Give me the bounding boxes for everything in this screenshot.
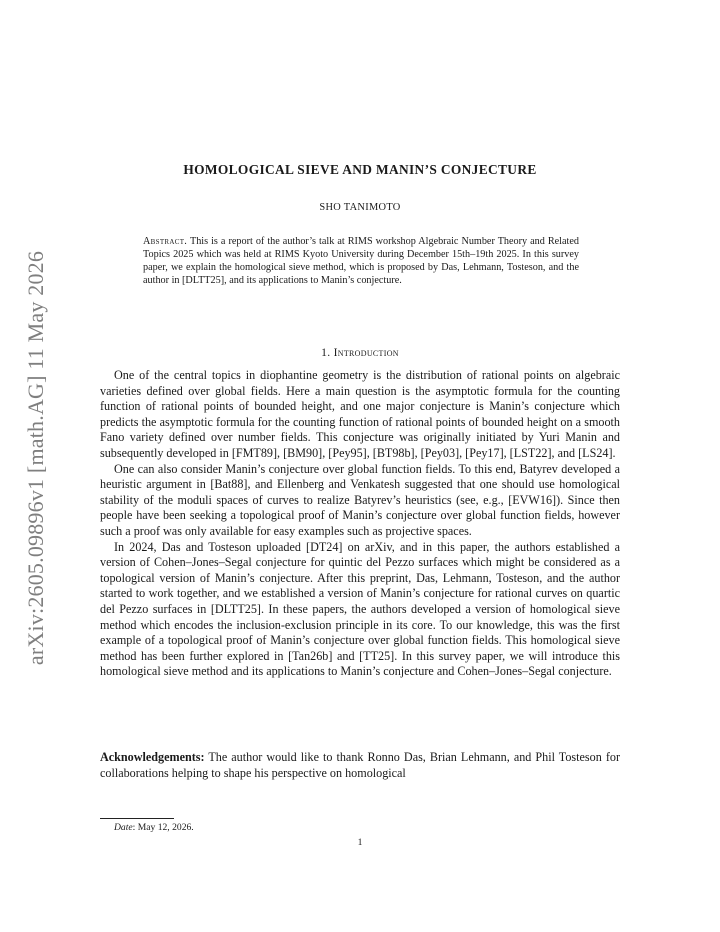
section-heading xyxy=(100,346,620,359)
acknowledgements xyxy=(100,750,620,781)
section-body xyxy=(100,368,620,680)
footnote-rule xyxy=(100,818,174,819)
footnote-text: : May 12, 2026. xyxy=(132,822,194,833)
paragraph: One of the central topics in diophantine geometry is the distribution of rational points on algebraic varieties defined over global fields. Here a main question is the asymptotic formula for the counting function of rational points of bounded height, and one major conjecture is Manin’s conjecture which predicts the asymptotic formula for the counting function of rational points of bounded height on a smooth Fano variety defined over number fields. This conjecture was originally initiated by Yuri Manin and subsequently developed in [FMT89], [BM90], [Pey95], [BT98b], [Pey03], [Pey17], [LST22], and [LS24]. xyxy=(100,368,620,460)
paragraph: One can also consider Manin’s conjecture over global function fields. To this end, Batyrev developed a heuristic argument in [Bat88], and Ellenberg and Venkatesh suggested that one should use homological stability of the moduli spaces of curves to realize Batyrev’s heuristics (see, e.g., [EVW16]). Since then people have been seeking a topological proof of Manin’s conjecture over global function fields, however such a proof was only available for easy examples such as projective spaces. xyxy=(100,461,620,538)
footnote-label: Date xyxy=(114,822,133,833)
abstract-text: This is a report of the author’s talk at RIMS workshop Algebraic Number Theory and Related Topics 2025 which was held at RIMS Kyoto University during December 15th–19th 2025. In this survey paper, we explain the homological sieve method, which is proposed by Das, Lehmann, Tosteson, and the author in [DLTT25], and its applications to Manin’s conjecture. xyxy=(143,236,579,287)
section-number: 1. xyxy=(321,346,331,359)
paper-page xyxy=(100,0,620,932)
footnote-date xyxy=(114,822,194,833)
paragraph: In 2024, Das and Tosteson uploaded [DT24] on arXiv, and in this paper, the authors established a version of Cohen–Jones–Segal conjecture for quintic del Pezzo surfaces which might be considered as a topological version of Manin’s conjecture. After this preprint, Das, Lehmann, Tosteson, and the author started to work together, and we established a version of Manin’s conjecture for rational curves on quartic del Pezzo surfaces in [DLTT25]. In these papers, the authors developed a version of homological sieve method which encodes the inclusion-exclusion principle in its core. To our knowledge, this was the first example of a topological proof of Manin’s conjecture over global function fields. This homological sieve method has been further explored in [Tan26b] and [TT25]. In this survey paper, we will introduce this homological sieve method and its applications to Manin’s conjecture and Cohen–Jones–Segal conjecture. xyxy=(100,539,620,679)
abstract-label: Abstract. xyxy=(143,236,188,247)
acknowledgements-text: The author would like to thank Ronno Das, Brian Lehmann, and Phil Tosteson for collaborations helping to shape his perspective on homological xyxy=(100,750,620,780)
paper-author: SHO TANIMOTO xyxy=(319,202,401,213)
abstract xyxy=(143,235,579,287)
paper-title: HOMOLOGICAL SIEVE AND MANIN’S CONJECTURE xyxy=(183,162,537,177)
acknowledgements-label: Acknowledgements: xyxy=(100,750,205,764)
section-title: Introduction xyxy=(333,346,399,359)
arxiv-identifier: arXiv:2605.09896v1 [math.AG] 11 May 2026 xyxy=(23,250,48,666)
arxiv-side-stamp xyxy=(0,0,80,932)
page-number: 1 xyxy=(357,837,363,848)
